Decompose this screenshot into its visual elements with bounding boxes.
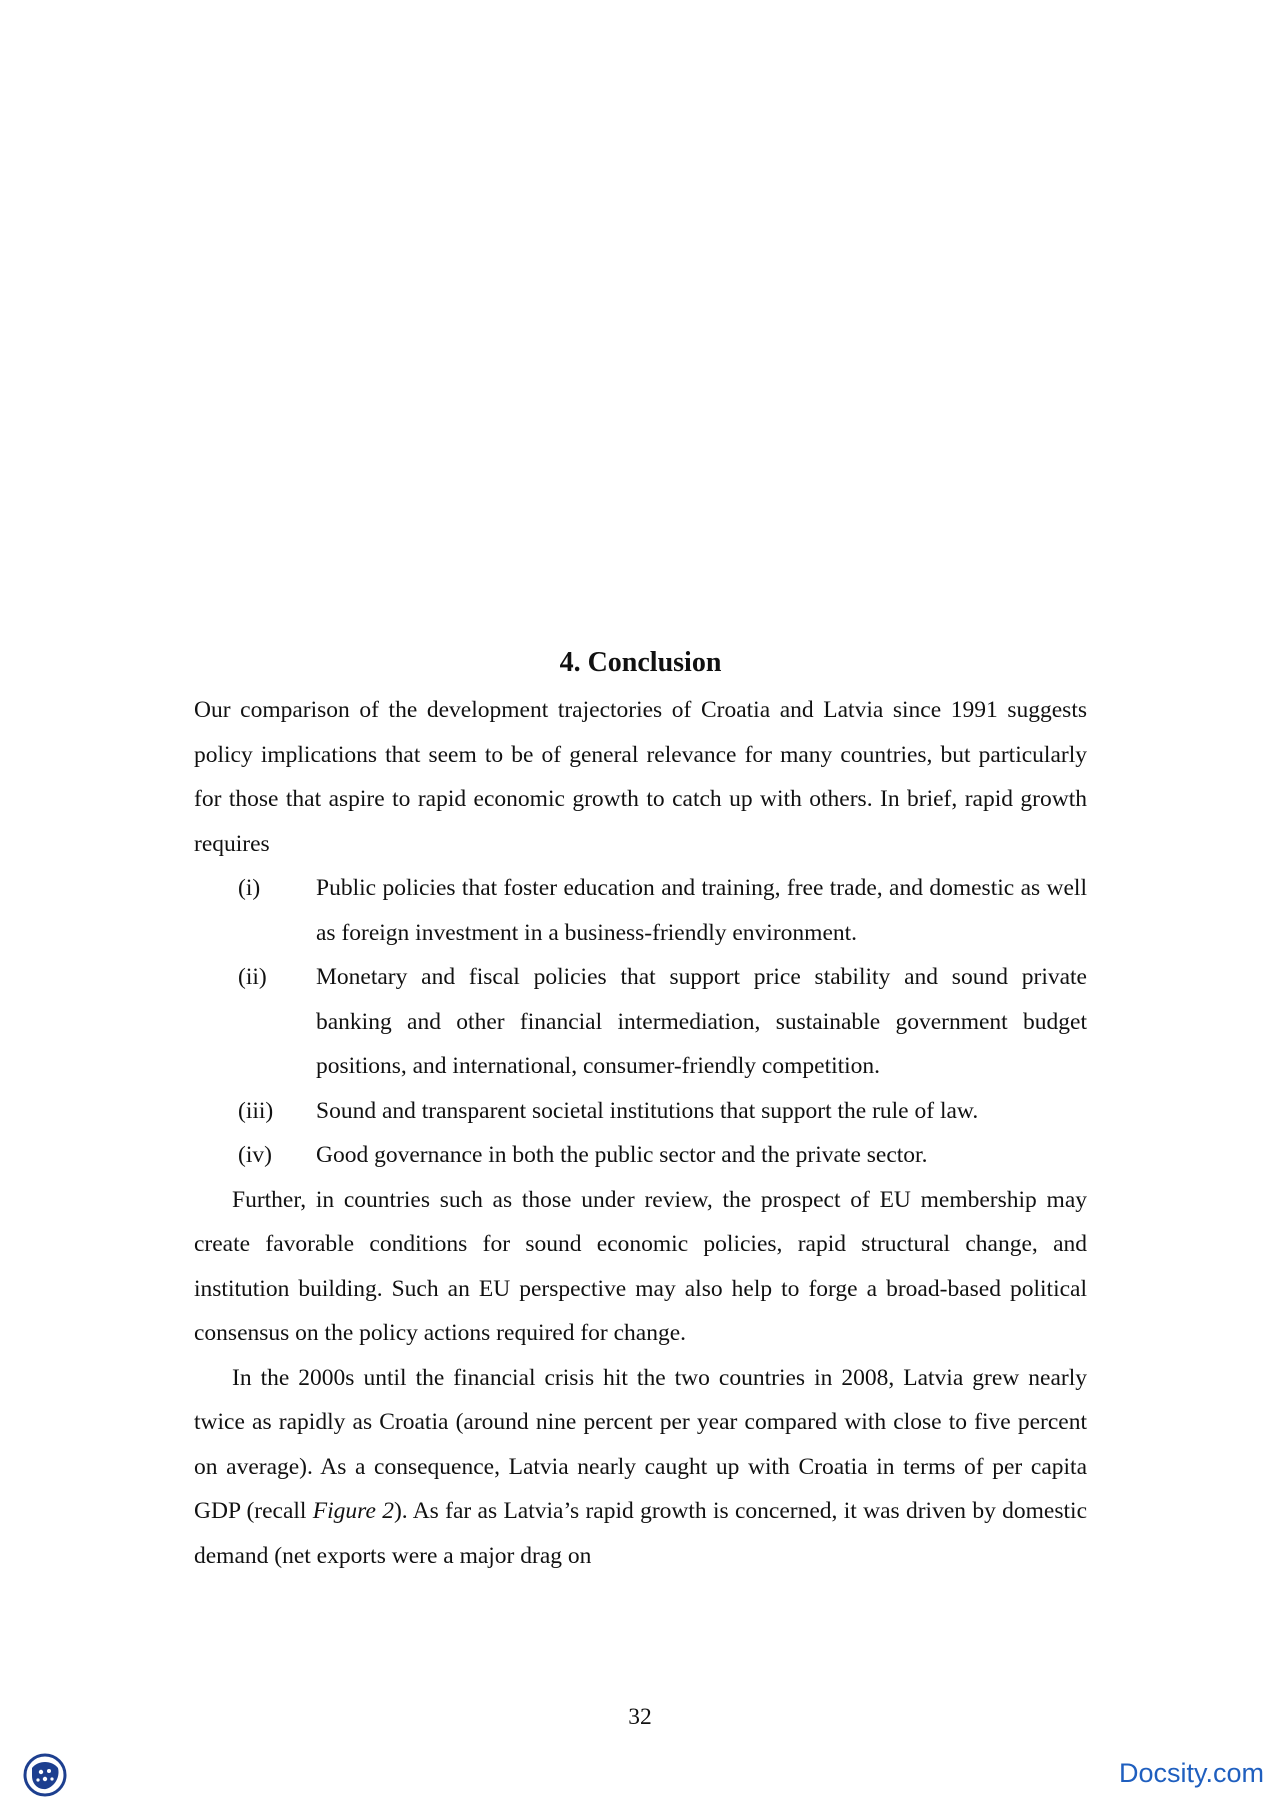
requirements-list bbox=[194, 866, 1087, 1178]
page-number: 32 bbox=[628, 1704, 652, 1730]
list-marker: (iii) bbox=[238, 1097, 274, 1124]
intro-paragraph: Our comparison of the development trajectories of Croatia and Latvia since 1991 suggests policy implications that seem to be of general relevance for many countries, but particularly for those that aspire to rapid economic growth to catch up with others. In brief, rapid growth requires bbox=[194, 697, 1087, 857]
page-content bbox=[194, 646, 1087, 1578]
list-marker: (i) bbox=[238, 875, 261, 901]
docsity-logo-icon bbox=[22, 1752, 68, 1798]
docsity-brand-link[interactable]: Docsity.com bbox=[1118, 1758, 1264, 1788]
list-item-text: Monetary and fiscal policies that support price stability and sound private banking and other financial intermediation, sustainable government budget positions, and international, consumer-friendly competition. bbox=[316, 964, 1087, 1079]
list-item-text: Public policies that foster education and training, free trade, and domestic as well as foreign investment in a business-friendly environment. bbox=[316, 875, 1087, 946]
figure-reference: Figure 2 bbox=[312, 1498, 394, 1524]
list-marker: (iv) bbox=[238, 1142, 272, 1168]
section-heading: 4. Conclusion bbox=[559, 647, 722, 678]
growth-text-before: In the 2000s until the financial crisis hit the two countries in 2008, Latvia grew nearly twice as rapidly as Croatia (around nine percent per year compared with close to five percent on average). As a consequence, Latvia nearly caught up with Croatia in terms of per capita GDP (recall bbox=[194, 1364, 1087, 1524]
list-item bbox=[194, 1133, 1087, 1178]
list-item bbox=[194, 866, 1087, 955]
eu-paragraph: Further, in countries such as those under review, the prospect of EU membership may create favorable conditions for sound economic policies, rapid structural change, and institution building. Such an EU perspective may also help to forge a broad-based political consensus on the policy actions required for change. bbox=[194, 1186, 1087, 1346]
growth-text-after: ). As far as Latvia’s rapid growth is concerned, it was driven by domestic demand (net exports were a major drag on bbox=[194, 1498, 1087, 1569]
list-item-text: Good governance in both the public sector and the private sector. bbox=[316, 1142, 928, 1168]
list-marker: (ii) bbox=[238, 964, 267, 990]
growth-paragraph bbox=[194, 1356, 1087, 1579]
list-item bbox=[194, 1089, 1087, 1134]
list-item bbox=[194, 955, 1087, 1089]
list-item-text: Sound and transparent societal institutions that support the rule of law. bbox=[316, 1097, 979, 1124]
